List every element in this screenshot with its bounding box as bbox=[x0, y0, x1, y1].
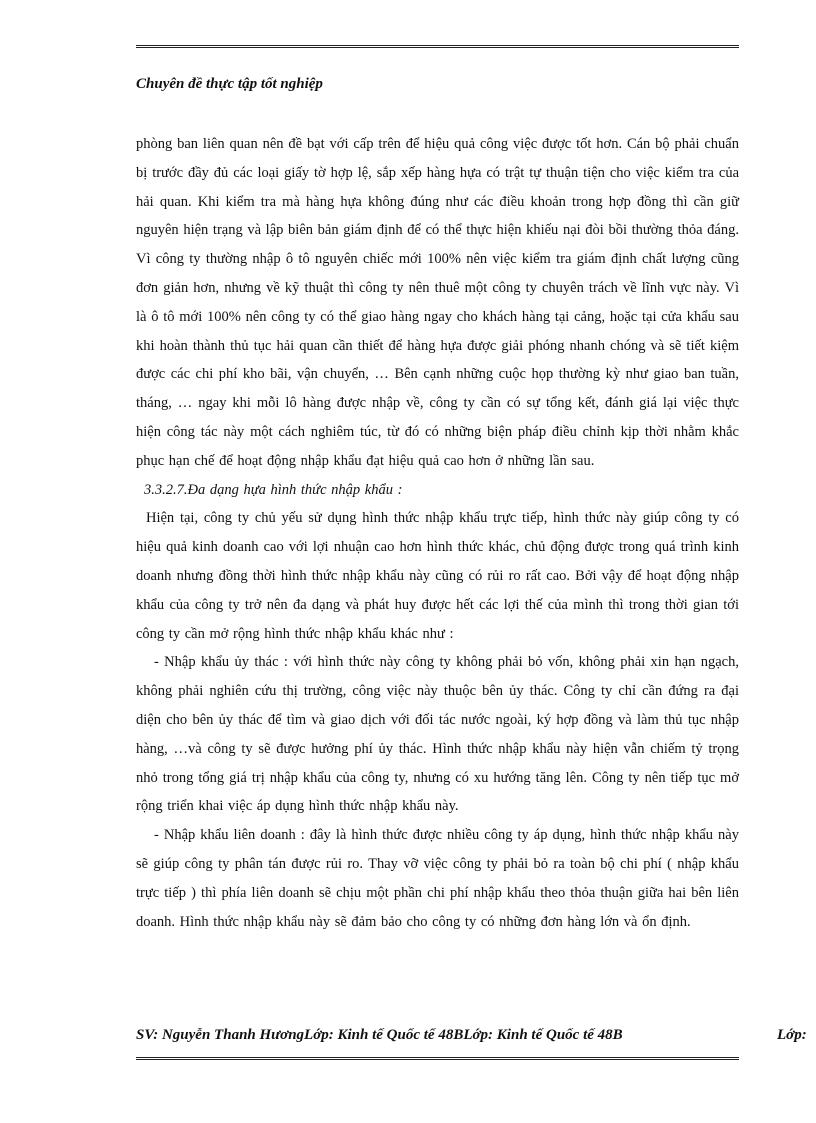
paragraph-current-import-form: Hiện tại, công ty chủ yếu sử dụng hình thức nhập khẩu trực tiếp, hình thức này giúp công ty có hiệu quả kinh doanh cao với lợi nhuận cao hơn hình thức khác, chủ động được trong quá trình kinh doanh nhưng đồng thời hình thức nhập khẩu này cũng có rủi ro rất cao. Bởi vậy để hoạt động nhập khẩu của công ty trở nên đa dạng và phát huy được hết các lợi thế của mình thì trong thời gian tới công ty cần mở rộng hình thức nhập khẩu khác như : bbox=[136, 510, 739, 642]
section-heading: 3.3.2.7.Đa dạng hựa hình thức nhập khẩu : bbox=[144, 481, 403, 498]
document-header-title: Chuyên đề thực tập tốt nghiệp bbox=[136, 76, 323, 92]
footer-rule bbox=[136, 1057, 739, 1060]
document-footer: SV: Nguyễn Thanh HươngLớp: Kinh tế Quốc tế 48BLớp: Kinh tế Quốc tế 48B bbox=[136, 1027, 623, 1043]
document-body bbox=[136, 130, 739, 936]
header-rule bbox=[136, 45, 739, 48]
paragraph-entrusted-import: - Nhập khẩu ủy thác : với hình thức này công ty không phải bỏ vốn, không phải xin hạn ngạch, không phải nghiên cứu thị trường, công việc này thuộc bên ủy thác. Công ty chỉ cần đứng ra đại diện cho bên ủy thác để tìm và giao dịch với đối tác nước ngoài, ký hợp đồng và làm thủ tục nhập hàng, …và công ty sẽ được hưởng phí ủy thác. Hình thức nhập khẩu này hiện vẫn chiếm tỷ trọng nhỏ trong tổng giá trị nhập khẩu của công ty, nhưng có xu hướng tăng lên. Công ty nên tiếp tục mở rộng triển khai việc áp dụng hình thức nhập khẩu này. bbox=[136, 654, 739, 815]
document-footer-right: Lớp: bbox=[777, 1027, 807, 1043]
paragraph-joint-venture-import: - Nhập khẩu liên doanh : đây là hình thức được nhiều công ty áp dụng, hình thức nhập khẩu này sẽ giúp công ty phân tán được rủi ro. Thay vỡ việc công ty phải bỏ ra toàn bộ chi phí ( nhập khẩu trực tiếp ) thì phía liên doanh sẽ chịu một phần chi phí nhập khẩu theo thỏa thuận giữa hai bên liên doanh. Hình thức nhập khẩu này sẽ đảm bảo cho công ty có những đơn hàng lớn và ổn định. bbox=[136, 827, 739, 930]
paragraph-inspection: phòng ban liên quan nên đề bạt với cấp trên để hiệu quả công việc được tốt hơn. Cán bộ phải chuẩn bị trước đầy đủ các loại giấy tờ hợp lệ, sắp xếp hàng hựa có trật tự thuận tiện cho việc kiểm tra của hải quan. Khi kiểm tra mà hàng hựa không đúng như các điều khoản trong hợp đồng thì cần giữ nguyên hiện trạng và lập biên bản giám định để có thể thực hiện khiếu nại đòi bồi thường thỏa đáng. Vì công ty thường nhập ô tô nguyên chiếc mới 100% nên việc kiểm tra giám định chất lượng cũng đơn giản hơn, nhưng về kỹ thuật thì công ty nên thuê một công ty chuyên trách về lĩnh vực này. Vì là ô tô mới 100% nên công ty có thể giao hàng ngay cho khách hàng tại cảng, hoặc tại cửa khẩu sau khi hoàn thành thủ tục hải quan cần thiết để hàng hựa được giải phóng nhanh chóng và sẽ tiết kiệm được các chi phí kho bãi, vận chuyển, … Bên cạnh những cuộc họp thường kỳ như giao ban tuần, tháng, … ngay khi mỗi lô hàng được nhập về, công ty cần có sự tổng kết, đánh giá lại việc thực hiện công tác này một cách nghiêm túc, từ đó có những biện pháp điều chỉnh kịp thời nhằm khắc phục hạn chế để hoạt động nhập khẩu đạt hiệu quả cao hơn ở những lần sau. bbox=[136, 136, 739, 469]
